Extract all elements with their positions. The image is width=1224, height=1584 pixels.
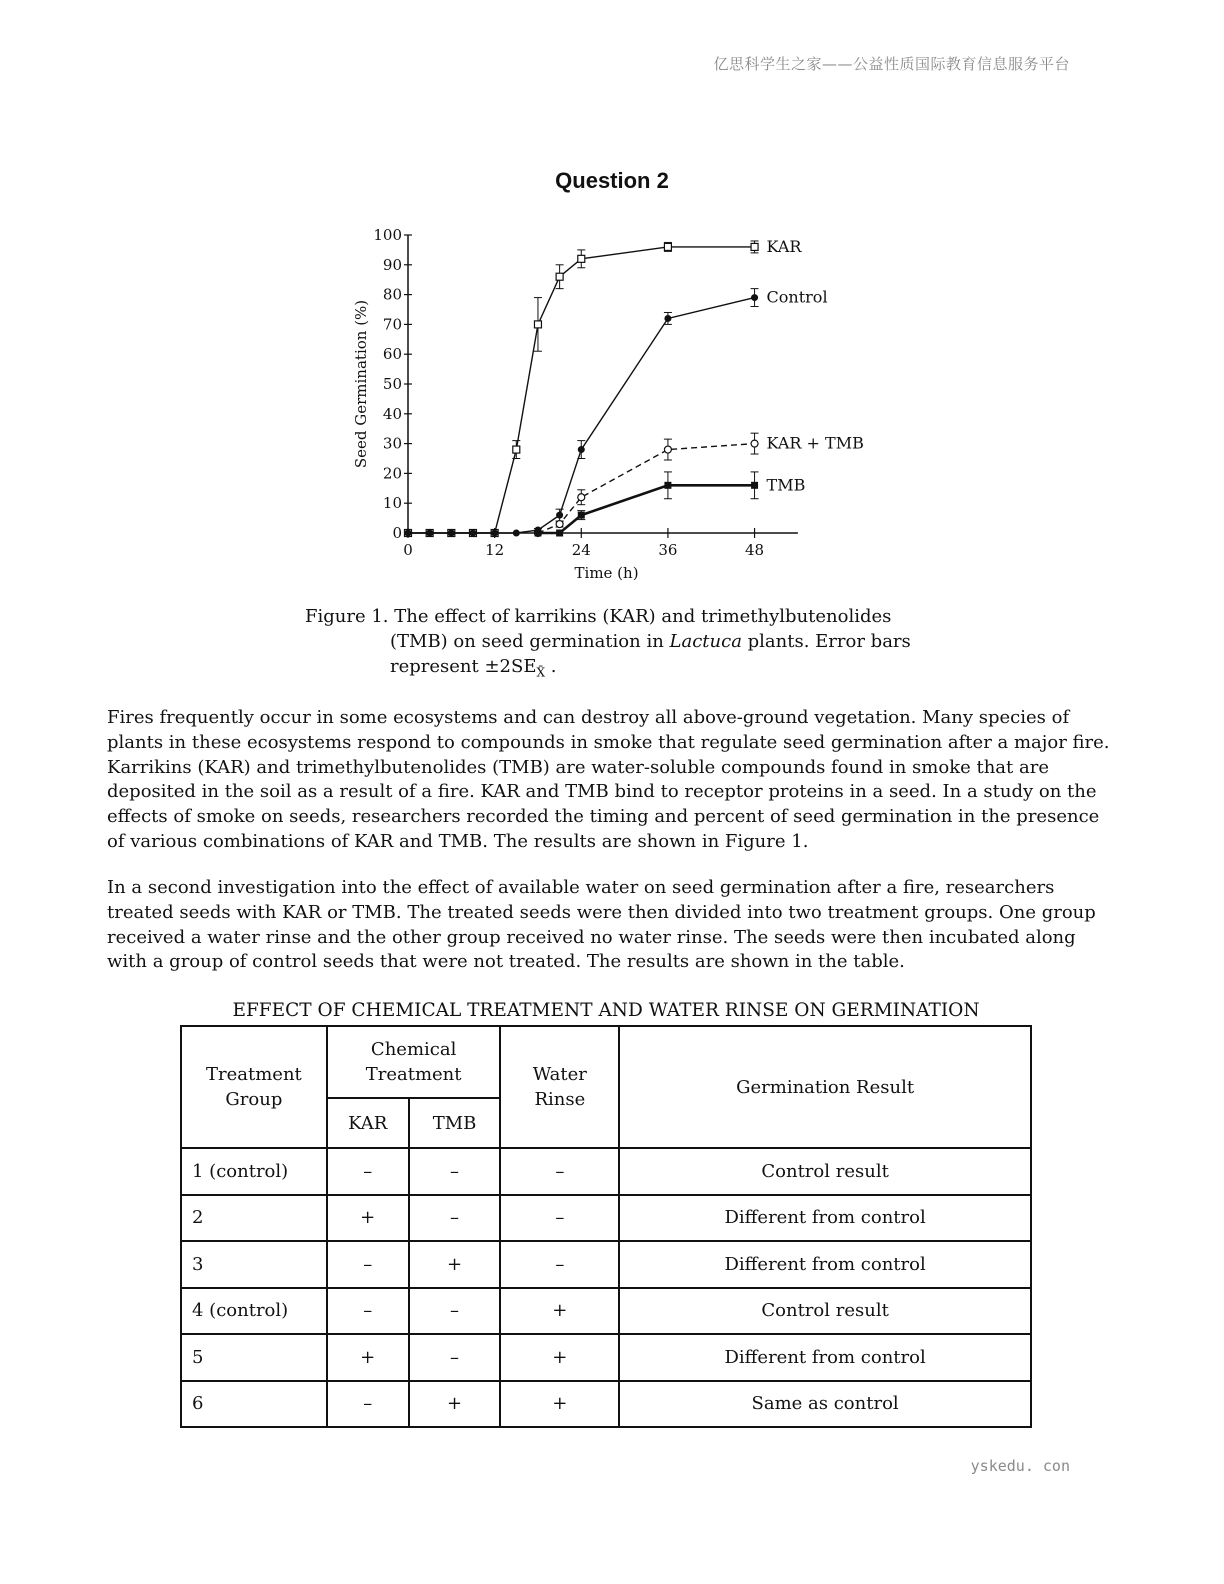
series-label-kar: KAR (766, 236, 802, 256)
data-point-kar (534, 321, 541, 328)
data-point-control (448, 530, 455, 537)
y-tick-label: 100 (373, 226, 402, 244)
paragraph-1: Fires frequently occur in some ecosystems and can destroy all above-ground vegetation. Many species of plants in these ecosystems respond to compounds in smoke that regulate seed germination after a major fire. Karrikins (KAR) and trimethylbutenolides (TMB) are water-soluble compounds found in smoke that are deposited in the soil as a result of a fire. KAR and TMB bind to receptor proteins in a seed. In a study on the effects of smoke on seeds, researchers recorded the timing and percent of seed germination in the presence of various combinations of KAR and TMB. The results are shown in Figure 1. (107, 707, 1110, 852)
caption-species: Lactuca (669, 631, 742, 652)
data-point-kar-tmb (751, 440, 758, 447)
cell-kar: – (327, 1241, 409, 1288)
header-kar: KAR (327, 1098, 409, 1148)
header-chemical-treatment: Chemical Treatment (327, 1026, 501, 1098)
y-tick-label: 0 (392, 524, 402, 542)
germination-chart (340, 220, 880, 590)
data-point-kar (751, 243, 758, 250)
cell-water: + (500, 1381, 619, 1428)
data-point-control (751, 294, 758, 301)
cell-result: Different from control (619, 1195, 1031, 1242)
cell-water: – (500, 1195, 619, 1242)
cell-kar: + (327, 1334, 409, 1381)
y-axis-label: Seed Germination (%) (352, 299, 370, 469)
cell-kar: – (327, 1288, 409, 1335)
cell-group: 6 (181, 1381, 327, 1428)
cell-group: 3 (181, 1241, 327, 1288)
cell-water: + (500, 1288, 619, 1335)
y-tick-label: 90 (382, 255, 402, 274)
paragraph-2: In a second investigation into the effect of available water on seed germination after a fire, researchers treated seeds with KAR or TMB. The treated seeds were then divided into two treatment groups. One group received a water rinse and the other group received no water rinse. The seeds were then incubated along with a group of control seeds that were not treated. The results are shown in the table. (107, 877, 1096, 973)
y-tick-label: 60 (382, 345, 402, 364)
cell-result: Different from control (619, 1334, 1031, 1381)
cell-result: Control result (619, 1148, 1031, 1195)
cell-result: Different from control (619, 1241, 1031, 1288)
data-point-kar (513, 446, 520, 453)
table-row (181, 1334, 1031, 1381)
y-tick-label: 70 (382, 315, 402, 334)
table-row (181, 1195, 1031, 1242)
x-tick-label: 36 (658, 541, 678, 559)
data-point-control (664, 315, 671, 322)
footer-watermark: yskedu. con (970, 1457, 1070, 1475)
caption-line-1: Figure 1. The effect of karrikins (KAR) and trimethylbutenolides (305, 606, 892, 627)
data-point-tmb (534, 530, 541, 537)
header-water-rinse: Water Rinse (500, 1026, 619, 1148)
caption-line-3: represent $\pm 2SE_{X̄}$ . (390, 656, 557, 680)
series-line-kar-tmb (538, 444, 755, 533)
cell-tmb: + (409, 1381, 501, 1428)
caption-subscript: X̄ (536, 665, 546, 680)
y-tick-label: 80 (382, 285, 402, 304)
data-point-control (578, 446, 585, 453)
cell-water: – (500, 1148, 619, 1195)
series-label-kar-tmb: KAR + TMB (766, 433, 864, 453)
data-point-tmb (556, 530, 563, 537)
series-label-control: Control (766, 287, 828, 307)
header-watermark: 亿思科学生之家——公益性质国际教育信息服务平台 (713, 55, 1070, 73)
cell-group: 5 (181, 1334, 327, 1381)
cell-water: – (500, 1241, 619, 1288)
data-point-control (491, 530, 498, 537)
x-axis-label: Time (h) (574, 564, 639, 582)
caption-line-2: (TMB) on seed germination in Lactuca plants. Error bars (390, 631, 911, 652)
data-point-tmb (664, 482, 671, 489)
cell-group: 4 (control) (181, 1288, 327, 1335)
x-tick-label: 12 (485, 541, 505, 559)
cell-result: Control result (619, 1288, 1031, 1335)
x-tick-label: 48 (745, 541, 765, 559)
cell-kar: – (327, 1148, 409, 1195)
cell-kar: – (327, 1381, 409, 1428)
data-point-kar (664, 243, 671, 250)
table-row (181, 1241, 1031, 1288)
data-point-kar (556, 273, 563, 280)
cell-group: 2 (181, 1195, 327, 1242)
data-point-kar (578, 255, 585, 262)
cell-group: 1 (control) (181, 1148, 327, 1195)
results-table (180, 1025, 1032, 1428)
cell-tmb: – (409, 1195, 501, 1242)
series-label-tmb: TMB (766, 475, 806, 495)
header-tmb: TMB (409, 1098, 501, 1148)
y-tick-label: 30 (382, 434, 402, 453)
cell-kar: + (327, 1195, 409, 1242)
data-point-control (469, 530, 476, 537)
data-point-control (426, 530, 433, 537)
data-point-control (405, 530, 412, 537)
data-point-kar-tmb (578, 494, 585, 501)
question-title: Question 2 (555, 168, 669, 193)
x-tick-label: 24 (571, 541, 591, 559)
cell-result: Same as control (619, 1381, 1031, 1428)
figure-caption (305, 604, 945, 686)
data-point-kar-tmb (556, 521, 563, 528)
table-row (181, 1148, 1031, 1195)
header-germination-result: Germination Result (619, 1026, 1031, 1148)
cell-tmb: – (409, 1288, 501, 1335)
table-row (181, 1381, 1031, 1428)
y-tick-label: 10 (382, 494, 402, 513)
header-treatment-group: Treatment Group (181, 1026, 327, 1148)
table-row (181, 1288, 1031, 1335)
series-line-tmb (538, 485, 755, 533)
y-tick-label: 50 (382, 375, 402, 393)
cell-tmb: + (409, 1241, 501, 1288)
y-tick-label: 40 (382, 404, 402, 423)
data-point-control (556, 512, 563, 519)
data-point-tmb (751, 482, 758, 489)
x-tick-label: 0 (403, 541, 413, 559)
cell-tmb: – (409, 1334, 501, 1381)
cell-water: + (500, 1334, 619, 1381)
table-title: EFFECT OF CHEMICAL TREATMENT AND WATER RINSE ON GERMINATION (232, 1000, 980, 1021)
y-tick-label: 20 (382, 464, 402, 483)
data-point-kar-tmb (664, 446, 671, 453)
data-point-tmb (578, 512, 585, 519)
data-point-control (513, 530, 520, 537)
cell-tmb: – (409, 1148, 501, 1195)
